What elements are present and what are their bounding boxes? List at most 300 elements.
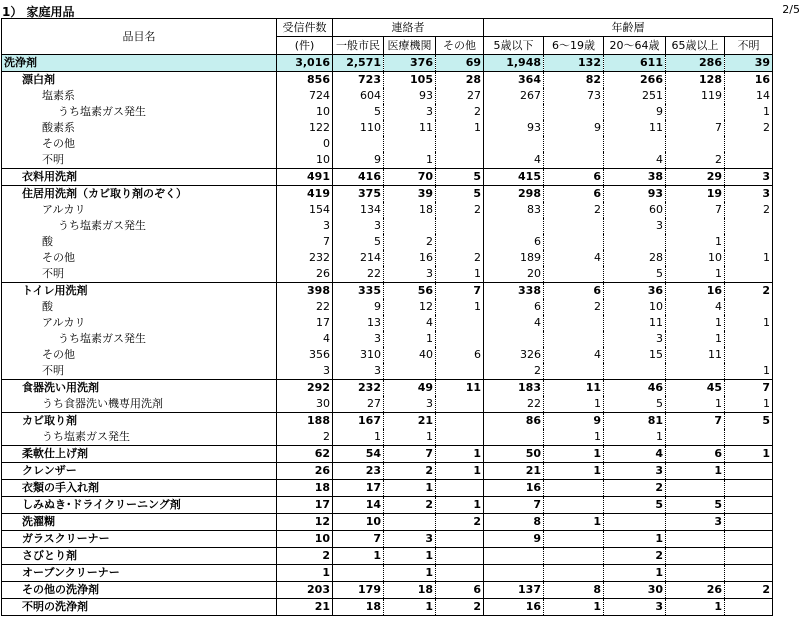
row-value: 28 (604, 250, 666, 266)
row-value (666, 531, 725, 548)
row-value (666, 429, 725, 446)
row-value: 40 (384, 347, 436, 363)
row-value: 39 (384, 186, 436, 203)
row-item-name: うち塩素ガス発生 (2, 331, 277, 347)
row-value: 30 (604, 582, 666, 599)
row-value (484, 104, 544, 120)
row-value (725, 531, 773, 548)
row-value: 3 (333, 331, 384, 347)
row-value: 1 (384, 480, 436, 497)
row-value: 2 (484, 363, 544, 380)
row-item-name: 塩素系 (2, 88, 277, 104)
row-value: 1 (604, 429, 666, 446)
row-value: 3 (333, 218, 384, 234)
col-age-65-plus: 65歳以上 (666, 37, 725, 55)
row-value: 416 (333, 169, 384, 186)
row-item-name: うち塩素ガス発生 (2, 218, 277, 234)
row-value: 2 (666, 152, 725, 169)
row-value (666, 218, 725, 234)
row-value: 7 (384, 446, 436, 463)
row-value: 419 (277, 186, 333, 203)
row-value: 1 (544, 429, 604, 446)
row-value: 83 (484, 202, 544, 218)
row-value: 110 (333, 120, 384, 136)
row-value: 16 (484, 480, 544, 497)
row-value: 3 (604, 599, 666, 616)
table-row (2, 88, 773, 104)
row-value: 7 (666, 202, 725, 218)
table-row (2, 136, 773, 152)
row-value: 266 (604, 72, 666, 89)
row-value: 2 (604, 548, 666, 565)
row-value: 10 (277, 104, 333, 120)
row-value: 82 (544, 72, 604, 89)
row-value: 2 (604, 480, 666, 497)
page-number: 2/5 (782, 3, 800, 16)
row-value (725, 152, 773, 169)
row-value (544, 480, 604, 497)
row-item-name: 不明 (2, 152, 277, 169)
row-value: 2 (436, 202, 484, 218)
table-row (2, 446, 773, 463)
row-value: 2 (436, 514, 484, 531)
row-value: 1 (384, 429, 436, 446)
row-value: 17 (277, 315, 333, 331)
row-value: 1 (277, 565, 333, 582)
row-value (436, 136, 484, 152)
row-value: 2 (436, 599, 484, 616)
row-value: 1 (666, 396, 725, 413)
row-item-name: その他 (2, 136, 277, 152)
row-value: 415 (484, 169, 544, 186)
row-value: 5 (666, 497, 725, 514)
row-value (484, 548, 544, 565)
row-value: 167 (333, 413, 384, 430)
row-value: 5 (436, 169, 484, 186)
row-value: 15 (604, 347, 666, 363)
row-value: 14 (725, 88, 773, 104)
row-value: 46 (604, 380, 666, 397)
row-value: 1 (725, 446, 773, 463)
row-value (436, 531, 484, 548)
row-value: 3 (384, 396, 436, 413)
row-value: 62 (277, 446, 333, 463)
row-value: 1 (666, 331, 725, 347)
row-value: 338 (484, 283, 544, 300)
row-value (484, 331, 544, 347)
age-header: 年齢層 (484, 19, 773, 37)
row-value (436, 218, 484, 234)
row-value (725, 599, 773, 616)
item-name-header: 品目名 (2, 19, 277, 55)
row-value: 356 (277, 347, 333, 363)
row-value: 17 (277, 497, 333, 514)
row-value: 214 (333, 250, 384, 266)
row-value: 376 (384, 55, 436, 72)
row-value (604, 514, 666, 531)
row-value (544, 531, 604, 548)
row-value: 1 (384, 548, 436, 565)
row-item-name: トイレ用洗剤 (2, 283, 277, 300)
row-value: 1 (666, 234, 725, 250)
table-body (2, 55, 773, 616)
row-value: 30 (277, 396, 333, 413)
row-item-name: 衣料用洗剤 (2, 169, 277, 186)
row-value: 4 (384, 315, 436, 331)
row-value (544, 548, 604, 565)
row-value: 134 (333, 202, 384, 218)
row-value: 6 (544, 186, 604, 203)
row-value (604, 234, 666, 250)
row-value: 26 (277, 463, 333, 480)
row-value: 1 (384, 565, 436, 582)
row-value: 93 (604, 186, 666, 203)
row-value (436, 413, 484, 430)
row-value (436, 152, 484, 169)
row-value: 3 (666, 514, 725, 531)
col-age-20-64: 20～64歳 (604, 37, 666, 55)
row-value: 28 (436, 72, 484, 89)
row-value (725, 234, 773, 250)
row-value: 724 (277, 88, 333, 104)
row-value: 9 (484, 531, 544, 548)
row-value: 1 (666, 599, 725, 616)
row-value: 10 (277, 152, 333, 169)
table-row (2, 548, 773, 565)
row-value (544, 565, 604, 582)
row-value (544, 266, 604, 283)
row-value: 1 (384, 599, 436, 616)
row-value: 7 (436, 283, 484, 300)
row-value: 2,571 (333, 55, 384, 72)
row-value (384, 363, 436, 380)
row-value: 7 (333, 531, 384, 548)
row-value: 4 (484, 315, 544, 331)
row-item-name: その他 (2, 250, 277, 266)
row-value: 16 (384, 250, 436, 266)
row-value: 86 (484, 413, 544, 430)
row-value: 1 (436, 463, 484, 480)
row-value (666, 363, 725, 380)
table-row (2, 514, 773, 531)
row-value: 7 (277, 234, 333, 250)
row-value: 12 (277, 514, 333, 531)
row-item-name: さびとり剤 (2, 548, 277, 565)
row-value: 1 (333, 548, 384, 565)
row-value: 2 (725, 582, 773, 599)
row-value: 2 (384, 234, 436, 250)
row-value: 6 (544, 169, 604, 186)
row-value (436, 480, 484, 497)
row-value: 1 (666, 463, 725, 480)
row-value (436, 565, 484, 582)
row-value: 179 (333, 582, 384, 599)
row-item-name: 不明の洗浄剤 (2, 599, 277, 616)
row-value (384, 218, 436, 234)
row-value: 1 (333, 429, 384, 446)
row-value: 6 (436, 347, 484, 363)
row-value (604, 136, 666, 152)
row-value: 3 (384, 266, 436, 283)
row-value: 2 (725, 202, 773, 218)
row-value: 1 (436, 120, 484, 136)
row-value (725, 347, 773, 363)
table-row (2, 413, 773, 430)
row-value: 5 (604, 396, 666, 413)
row-value: 1 (666, 266, 725, 283)
row-value: 1 (604, 531, 666, 548)
row-value: 7 (484, 497, 544, 514)
row-value: 232 (277, 250, 333, 266)
row-value: 154 (277, 202, 333, 218)
row-value (333, 136, 384, 152)
row-value: 10 (277, 531, 333, 548)
row-value: 2 (725, 120, 773, 136)
row-value: 19 (666, 186, 725, 203)
row-value: 9 (544, 413, 604, 430)
row-value: 18 (384, 202, 436, 218)
row-value: 132 (544, 55, 604, 72)
row-value: 6 (436, 582, 484, 599)
row-value: 2 (277, 429, 333, 446)
row-value: 251 (604, 88, 666, 104)
row-value (544, 104, 604, 120)
row-value: 188 (277, 413, 333, 430)
row-value (725, 299, 773, 315)
row-value (436, 396, 484, 413)
row-value (544, 331, 604, 347)
row-value: 21 (277, 599, 333, 616)
row-item-name: 食器洗い用洗剤 (2, 380, 277, 397)
table-row (2, 169, 773, 186)
row-value: 11 (666, 347, 725, 363)
row-value: 3 (604, 331, 666, 347)
row-value (725, 429, 773, 446)
row-item-name: 衣類の手入れ剤 (2, 480, 277, 497)
table-row (2, 152, 773, 169)
row-item-name: 住居用洗剤（カビ取り剤のぞく） (2, 186, 277, 203)
row-value: 45 (666, 380, 725, 397)
row-value: 70 (384, 169, 436, 186)
row-item-name: 柔軟仕上げ剤 (2, 446, 277, 463)
row-value: 18 (333, 599, 384, 616)
row-item-name: 漂白剤 (2, 72, 277, 89)
row-item-name: 酸 (2, 299, 277, 315)
row-value: 364 (484, 72, 544, 89)
table-row (2, 363, 773, 380)
row-value: 6 (484, 299, 544, 315)
row-value: 723 (333, 72, 384, 89)
col-age-unknown: 不明 (725, 37, 773, 55)
row-value: 1 (544, 446, 604, 463)
row-value: 60 (604, 202, 666, 218)
row-value (666, 565, 725, 582)
row-item-name: うち塩素ガス発生 (2, 429, 277, 446)
row-value: 93 (484, 120, 544, 136)
row-value (725, 548, 773, 565)
row-value: 10 (666, 250, 725, 266)
row-value: 2 (544, 299, 604, 315)
row-value: 3,016 (277, 55, 333, 72)
row-value: 2 (384, 463, 436, 480)
table-row (2, 347, 773, 363)
row-value (725, 514, 773, 531)
row-value (544, 136, 604, 152)
row-value (725, 497, 773, 514)
row-value: 11 (604, 315, 666, 331)
table-row (2, 565, 773, 582)
row-value (725, 480, 773, 497)
row-value: 5 (604, 497, 666, 514)
col-general-public: 一般市民 (333, 37, 384, 55)
row-value: 11 (604, 120, 666, 136)
row-value: 1 (544, 463, 604, 480)
row-value: 286 (666, 55, 725, 72)
row-value: 1 (436, 446, 484, 463)
row-value: 4 (604, 152, 666, 169)
row-value (436, 548, 484, 565)
row-value: 10 (604, 299, 666, 315)
row-item-name: クレンザー (2, 463, 277, 480)
row-item-name: 酸 (2, 234, 277, 250)
row-value: 69 (436, 55, 484, 72)
row-value (725, 136, 773, 152)
row-value: 4 (544, 347, 604, 363)
row-value (725, 331, 773, 347)
row-value (725, 565, 773, 582)
row-value (484, 218, 544, 234)
col-medical: 医療機関 (384, 37, 436, 55)
row-value: 310 (333, 347, 384, 363)
row-value: 16 (725, 72, 773, 89)
row-value: 36 (604, 283, 666, 300)
table-row (2, 463, 773, 480)
received-header: 受信件数 (277, 19, 333, 37)
row-value: 203 (277, 582, 333, 599)
row-value: 5 (604, 266, 666, 283)
row-value: 4 (277, 331, 333, 347)
row-item-name: しみぬき･ドライクリーニング剤 (2, 497, 277, 514)
row-value (384, 136, 436, 152)
row-value: 13 (333, 315, 384, 331)
row-value: 26 (666, 582, 725, 599)
row-value: 26 (277, 266, 333, 283)
table-row (2, 120, 773, 136)
row-value: 3 (333, 363, 384, 380)
table-row (2, 104, 773, 120)
row-value (436, 234, 484, 250)
row-value (484, 136, 544, 152)
row-value: 3 (725, 169, 773, 186)
row-item-name: うち食器洗い機専用洗剤 (2, 396, 277, 413)
row-value: 16 (484, 599, 544, 616)
row-value: 2 (544, 202, 604, 218)
row-value: 3 (725, 186, 773, 203)
row-value: 298 (484, 186, 544, 203)
row-value: 5 (333, 234, 384, 250)
row-value: 17 (333, 480, 384, 497)
row-value: 21 (484, 463, 544, 480)
row-value: 10 (333, 514, 384, 531)
row-value: 232 (333, 380, 384, 397)
row-value (725, 266, 773, 283)
row-value: 11 (384, 120, 436, 136)
row-value: 105 (384, 72, 436, 89)
row-value: 2 (384, 497, 436, 514)
row-value: 3 (277, 363, 333, 380)
contact-header: 連絡者 (333, 19, 484, 37)
row-value (544, 497, 604, 514)
row-value (544, 152, 604, 169)
table-row (2, 55, 773, 72)
row-value: 2 (725, 283, 773, 300)
row-value: 5 (725, 413, 773, 430)
row-value: 3 (384, 104, 436, 120)
row-value (666, 104, 725, 120)
row-value: 128 (666, 72, 725, 89)
row-value: 23 (333, 463, 384, 480)
row-item-name: カビ取り剤 (2, 413, 277, 430)
row-value: 11 (436, 380, 484, 397)
table-row (2, 429, 773, 446)
row-item-name: うち塩素ガス発生 (2, 104, 277, 120)
table-row (2, 531, 773, 548)
row-value: 29 (666, 169, 725, 186)
row-value (666, 136, 725, 152)
table-row (2, 299, 773, 315)
row-item-name: オーブンクリーナー (2, 565, 277, 582)
row-value: 335 (333, 283, 384, 300)
table-row (2, 380, 773, 397)
row-value: 81 (604, 413, 666, 430)
row-value: 3 (277, 218, 333, 234)
row-value (333, 565, 384, 582)
row-value: 856 (277, 72, 333, 89)
row-value (725, 463, 773, 480)
row-value: 0 (277, 136, 333, 152)
row-value: 4 (484, 152, 544, 169)
row-value: 1 (666, 315, 725, 331)
row-value: 5 (436, 186, 484, 203)
row-value: 73 (544, 88, 604, 104)
row-value: 491 (277, 169, 333, 186)
row-value: 49 (384, 380, 436, 397)
row-item-name: 酸素系 (2, 120, 277, 136)
table-row (2, 582, 773, 599)
section-title: 1） 家庭用品 (2, 5, 75, 19)
row-value (484, 429, 544, 446)
row-value: 1 (384, 152, 436, 169)
table-row (2, 218, 773, 234)
row-item-name: 不明 (2, 266, 277, 283)
row-value: 4 (604, 446, 666, 463)
row-value: 27 (436, 88, 484, 104)
row-value (436, 429, 484, 446)
row-value: 93 (384, 88, 436, 104)
table-row (2, 497, 773, 514)
row-item-name: 洗濯糊 (2, 514, 277, 531)
row-item-name: その他の洗浄剤 (2, 582, 277, 599)
row-value (544, 218, 604, 234)
row-value: 189 (484, 250, 544, 266)
row-value: 50 (484, 446, 544, 463)
row-value: 2 (436, 250, 484, 266)
table-row (2, 266, 773, 283)
table-row (2, 331, 773, 347)
row-value: 9 (333, 299, 384, 315)
row-value: 1 (725, 396, 773, 413)
row-value: 6 (484, 234, 544, 250)
